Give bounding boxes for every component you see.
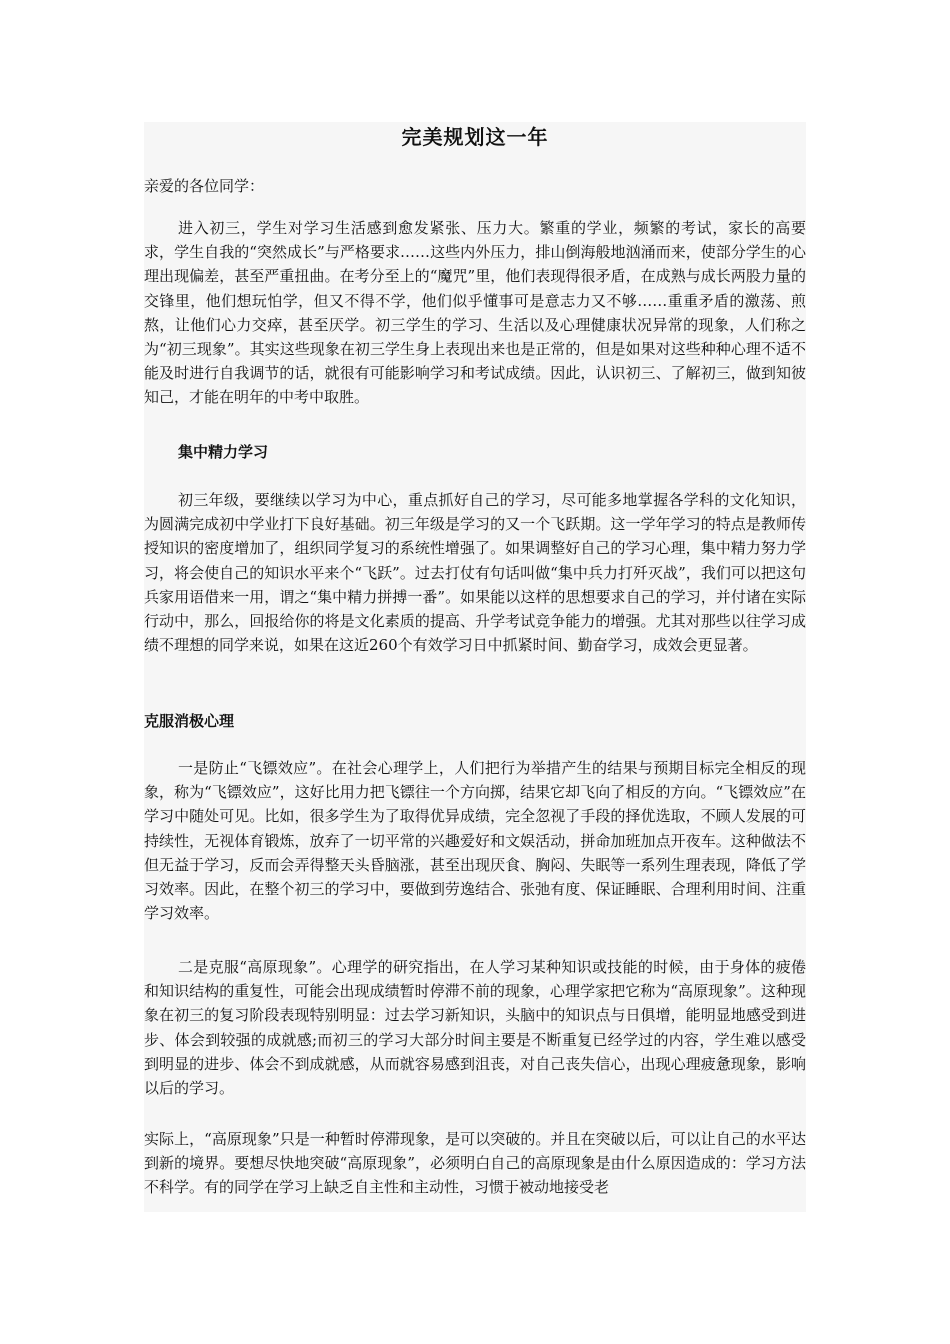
plateau-effect-paragraph: 二是克服“高原现象”。心理学的研究指出，在人学习某种知识或技能的时候，由于身体的疲倦和知识结构的重复性，可能会出现成绩暂时停滞不前的现象，心理学家把它称为“高原现象”。这种现象在初三的复习阶段表现特别明显：过去学习新知识，头脑中的知识点与日俱增，能明显地感受到进步、体会到较强的成就感;而初三的学习大部分时间主要是不断重复已经学过的内容，学生难以感受到明显的进步、体会不到成就感，从而就容易感到沮丧，对自己丧失信心，出现心理疲惫现象，影响以后的学习。 <box>144 958 806 1098</box>
document-body <box>144 122 806 1212</box>
plateau-breakthrough-paragraph: 实际上，“高原现象”只是一种暂时停滞现象，是可以突破的。并且在突破以后，可以让自己的水平达到新的境界。要想尽快地突破“高原现象”，必须明白自己的高原现象是由什么原因造成的：学习方法不科学。有的同学在学习上缺乏自主性和主动性，习惯于被动地接受老 <box>144 1130 806 1197</box>
section-focus-paragraph: 初三年级，要继续以学习为中心，重点抓好自己的学习，尽可能多地掌握各学科的文化知识，为圆满完成初中学业打下良好基础。初三年级是学习的又一个飞跃期。这一学年学习的特点是教师传授知识的密度增加了，组织同学复习的系统性增强了。如果调整好自己的学习心理，集中精力努力学习，将会使自己的知识水平来个“飞跃”。过去打仗有句话叫做“集中兵力打歼灭战”，我们可以把这句兵家用语借来一用，谓之“集中精力拼搏一番”。如果能以这样的思想要求自己的学习，并付诸在实际行动中，那么，回报给你的将是文化素质的提高、升学考试竞争能力的增强。尤其对那些以往学习成绩不理想的同学来说，如果在这近260个有效学习日中抓紧时间、勤奋学习，成效会更显著。 <box>144 491 806 655</box>
intro-paragraph: 进入初三，学生对学习生活感到愈发紧张、压力大。繁重的学业，频繁的考试，家长的高要求，学生自我的“突然成长”与严格要求……这些内外压力，排山倒海般地汹涌而来，使部分学生的心理出现偏差，甚至严重扭曲。在考分至上的“魔咒”里，他们表现得很矛盾，在成熟与成长两股力量的交锋里，他们想玩怕学，但又不得不学，他们似乎懂事可是意志力又不够……重重矛盾的激荡、煎熬，让他们心力交瘁，甚至厌学。初三学生的学习、生活以及心理健康状况异常的现象，人们称之为“初三现象”。其实这些现象在初三学生身上表现出来也是正常的，但是如果对这些种种心理不适不能及时进行自我调节的话，就很有可能影响学习和考试成绩。因此，认识初三、了解初三，做到知彼知己，才能在明年的中考中取胜。 <box>144 219 806 407</box>
boomerang-effect-paragraph: 一是防止“飞镖效应”。在社会心理学上，人们把行为举措产生的结果与预期目标完全相反的现象，称为“飞镖效应”，这好比用力把飞镖往一个方向掷，结果它却飞向了相反的方向。“飞镖效应”在学习中随处可见。比如，很多学生为了取得优异成绩，完全忽视了手段的择优选取，不顾人发展的可持续性，无视体育锻炼，放弃了一切平常的兴趣爱好和文娱活动，拼命加班加点开夜车。这种做法不但无益于学习，反而会弄得整天头昏脑涨，甚至出现厌食、胸闷、失眠等一系列生理表现，降低了学习效率。因此，在整个初三的学习中，要做到劳逸结合、张弛有度、保证睡眠、合理利用时间、注重学习效率。 <box>144 759 806 923</box>
salutation: 亲爱的各位同学： <box>144 177 265 195</box>
section-heading-overcome: 克服消极心理 <box>144 712 235 730</box>
section-heading-focus: 集中精力学习 <box>178 443 269 461</box>
document-title: 完美规划这一年 <box>401 125 549 149</box>
